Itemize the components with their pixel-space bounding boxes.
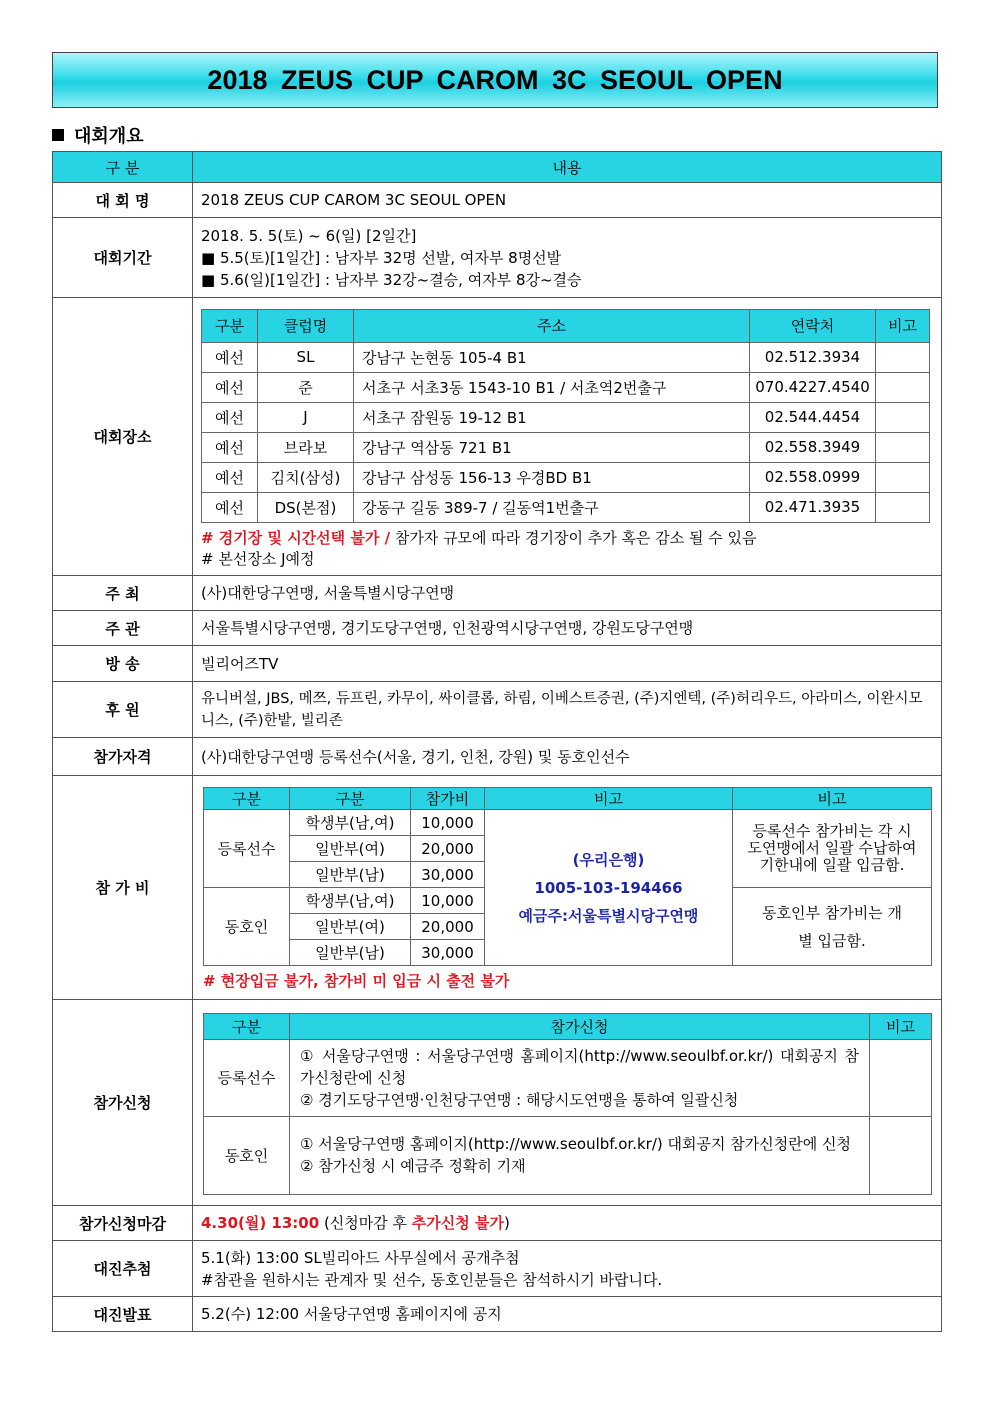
section-heading — [52, 122, 144, 148]
venue-phone: 02.512.3934 — [750, 342, 876, 372]
fee-notice: # 현장입금 불가, 참가비 미 입금 시 출전 불가 — [203, 972, 510, 990]
venue-club: 준 — [258, 372, 354, 402]
table-row — [202, 432, 930, 462]
fee-category: 일반부(여) — [290, 836, 411, 862]
venue-club: J — [258, 402, 354, 432]
row-name — [53, 183, 942, 218]
fee-amount: 20,000 — [411, 836, 485, 862]
value-sponsor: 유니버설, JBS, 메쯔, 듀프린, 카무이, 싸이클롭, 하림, 이베스트증권, (주)지엔텍, (주)허리우드, 아라미스, 이완시모니스, (주)한밭, 빌리존 — [193, 682, 942, 738]
fee-table — [203, 787, 932, 966]
fee-amount: 10,000 — [411, 810, 485, 836]
venue-header-phone: 연락처 — [750, 309, 876, 342]
venue-notice-text: 참가자 규모에 따라 경기장이 추가 혹은 감소 될 수 있음 — [390, 528, 757, 547]
application-group: 등록선수 — [204, 1039, 290, 1116]
venue-phone: 02.471.3935 — [750, 492, 876, 522]
venue-address: 강동구 길동 389-7 / 길동역1번출구 — [354, 492, 750, 522]
fee-header-bank: 비고 — [485, 788, 733, 810]
fee-category: 학생부(남,여) — [290, 888, 411, 914]
application-line: ① 서울당구연맹 : 서울당구연맹 홈페이지(http://www.seoulbf.or.kr/) 대회공지 참가신청란에 신청 — [300, 1046, 859, 1087]
application-note — [870, 1039, 932, 1116]
bank-holder: 예금주:서울특별시당구연맹 — [518, 906, 699, 925]
venue-phone: 02.544.4454 — [750, 402, 876, 432]
row-organizer — [53, 611, 942, 646]
venue-note — [876, 372, 930, 402]
value-draw — [193, 1241, 942, 1297]
label-announce: 대진발표 — [53, 1297, 193, 1332]
deadline-date: 4.30(월) 13:00 — [201, 1214, 320, 1232]
venue-address: 서초구 잠원동 19-12 B1 — [354, 402, 750, 432]
venue-notice-red: # 경기장 및 시간선택 불가 / — [201, 528, 391, 547]
header-content: 내용 — [193, 152, 942, 183]
venue-phone: 02.558.3949 — [750, 432, 876, 462]
fee-category: 학생부(남,여) — [290, 810, 411, 836]
deadline-mid: (신청마감 후 — [319, 1214, 412, 1232]
venue-note — [876, 432, 930, 462]
label-application: 참가신청 — [53, 1000, 193, 1206]
value-period — [193, 218, 942, 298]
label-sponsor: 후 원 — [53, 682, 193, 738]
value-name: 2018 ZEUS CUP CAROM 3C SEOUL OPEN — [193, 183, 942, 218]
table-row — [202, 372, 930, 402]
venue-header-address: 주소 — [354, 309, 750, 342]
value-announce: 5.2(수) 12:00 서울당구연맹 홈페이지에 공지 — [193, 1297, 942, 1332]
venue-type: 예선 — [202, 372, 258, 402]
venue-address: 강남구 삼성동 156-13 우경BD B1 — [354, 462, 750, 492]
label-draw: 대진추첨 — [53, 1241, 193, 1297]
bank-name: (우리은행) — [572, 850, 645, 869]
row-host — [53, 576, 942, 611]
value-organizer: 서울특별시당구연맹, 경기도당구연맹, 인천광역시당구연맹, 강원도당구연맹 — [193, 611, 942, 646]
venue-club: SL — [258, 342, 354, 372]
row-fee — [53, 776, 942, 1000]
fee-header-category: 구분 — [290, 788, 411, 810]
table-row — [204, 1116, 932, 1194]
square-bullet-icon — [52, 129, 64, 141]
venue-type: 예선 — [202, 462, 258, 492]
label-eligibility: 참가자격 — [53, 738, 193, 776]
label-deadline: 참가신청마감 — [53, 1206, 193, 1241]
application-line: ② 경기도당구연맹·인천당구연맹 : 해당시도연맹을 통하여 일괄신청 — [300, 1090, 739, 1109]
row-deadline — [53, 1206, 942, 1241]
period-line: ■ 5.6(일)[1일간] : 남자부 32강~결승, 여자부 8강~결승 — [201, 270, 582, 289]
table-row — [202, 402, 930, 432]
table-row — [204, 1039, 932, 1116]
overview-table — [52, 151, 942, 1332]
label-name: 대 회 명 — [53, 183, 193, 218]
venue-club: DS(본점) — [258, 492, 354, 522]
row-sponsor — [53, 682, 942, 738]
header-row — [53, 152, 942, 183]
venue-type: 예선 — [202, 342, 258, 372]
row-application — [53, 1000, 942, 1206]
fee-category: 일반부(남) — [290, 862, 411, 888]
value-application — [193, 1000, 942, 1206]
draw-line: 5.1(화) 13:00 SL빌리아드 사무실에서 공개추첨 — [201, 1248, 520, 1267]
fee-note-amateur: 동호인부 참가비는 개별 입금함. — [733, 888, 932, 966]
label-host: 주 최 — [53, 576, 193, 611]
application-content — [290, 1039, 870, 1116]
row-announce — [53, 1297, 942, 1332]
application-note — [870, 1116, 932, 1194]
fee-category: 일반부(남) — [290, 940, 411, 966]
venue-type: 예선 — [202, 492, 258, 522]
fee-note-registered: 등록선수 참가비는 각 시도연맹에서 일괄 수납하여 기한내에 일괄 입금함. — [733, 810, 932, 888]
application-table — [203, 1013, 932, 1195]
document-title: 2018 ZEUS CUP CAROM 3C SEOUL OPEN — [52, 52, 938, 108]
table-row — [202, 342, 930, 372]
bank-info — [485, 810, 733, 966]
venue-club: 김치(삼성) — [258, 462, 354, 492]
deadline-end: ) — [503, 1214, 510, 1232]
fee-amount: 30,000 — [411, 940, 485, 966]
application-header-note: 비고 — [870, 1013, 932, 1039]
period-line: ■ 5.5(토)[1일간] : 남자부 32명 선발, 여자부 8명선발 — [201, 248, 562, 267]
header-category: 구 분 — [53, 152, 193, 183]
period-line: 2018. 5. 5(토) ~ 6(일) [2일간] — [201, 226, 417, 245]
venue-header-type: 구분 — [202, 309, 258, 342]
venue-phone: 02.558.0999 — [750, 462, 876, 492]
value-venue — [193, 298, 942, 576]
fee-amount: 20,000 — [411, 914, 485, 940]
value-eligibility: (사)대한당구연맹 등록선수(서울, 경기, 인천, 강원) 및 동호인선수 — [193, 738, 942, 776]
draw-line: #참관을 원하시는 관계자 및 선수, 동호인분들은 참석하시기 바랍니다. — [201, 1270, 663, 1289]
row-broadcast — [53, 646, 942, 682]
application-content — [290, 1116, 870, 1194]
label-venue: 대회장소 — [53, 298, 193, 576]
venue-club: 브라보 — [258, 432, 354, 462]
label-fee: 참 가 비 — [53, 776, 193, 1000]
fee-amount: 30,000 — [411, 862, 485, 888]
fee-category: 일반부(여) — [290, 914, 411, 940]
label-period: 대회기간 — [53, 218, 193, 298]
value-broadcast: 빌리어즈TV — [193, 646, 942, 682]
fee-header-group: 구분 — [204, 788, 290, 810]
venue-phone: 070.4227.4540 — [750, 372, 876, 402]
venue-note — [876, 342, 930, 372]
fee-amount: 10,000 — [411, 888, 485, 914]
table-row — [204, 810, 932, 836]
application-header-group: 구분 — [204, 1013, 290, 1039]
row-eligibility — [53, 738, 942, 776]
venue-notice-2: # 본선장소 J예정 — [201, 549, 315, 568]
venue-type: 예선 — [202, 432, 258, 462]
venue-address: 강남구 역삼동 721 B1 — [354, 432, 750, 462]
venue-type: 예선 — [202, 402, 258, 432]
fee-group-registered: 등록선수 — [204, 810, 290, 888]
venue-header-club: 클럽명 — [258, 309, 354, 342]
venue-address: 서초구 서초3동 1543-10 B1 / 서초역2번출구 — [354, 372, 750, 402]
deadline-red: 추가신청 불가 — [411, 1214, 504, 1232]
application-header-content: 참가신청 — [290, 1013, 870, 1039]
value-deadline — [193, 1206, 942, 1241]
fee-header-amount: 참가비 — [411, 788, 485, 810]
value-fee — [193, 776, 942, 1000]
fee-group-amateur: 동호인 — [204, 888, 290, 966]
venue-header-note: 비고 — [876, 309, 930, 342]
label-broadcast: 방 송 — [53, 646, 193, 682]
value-host: (사)대한당구연맹, 서울특별시당구연맹 — [193, 576, 942, 611]
bank-account: 1005-103-194466 — [534, 878, 683, 897]
row-venue — [53, 298, 942, 576]
application-group: 동호인 — [204, 1116, 290, 1194]
venue-notice — [201, 527, 933, 549]
venue-note — [876, 402, 930, 432]
venue-note — [876, 492, 930, 522]
section-title: 대회개요 — [74, 126, 144, 147]
venue-address: 강남구 논현동 105-4 B1 — [354, 342, 750, 372]
application-line: ② 참가신청 시 예금주 정확히 기재 — [300, 1157, 526, 1175]
row-period — [53, 218, 942, 298]
venue-table — [201, 309, 930, 523]
application-line: ① 서울당구연맹 홈페이지(http://www.seoulbf.or.kr/) 대회공지 참가신청란에 신청 — [300, 1135, 851, 1153]
table-row — [202, 492, 930, 522]
row-draw — [53, 1241, 942, 1297]
label-organizer: 주 관 — [53, 611, 193, 646]
venue-note — [876, 462, 930, 492]
table-row — [202, 462, 930, 492]
fee-header-note: 비고 — [733, 788, 932, 810]
